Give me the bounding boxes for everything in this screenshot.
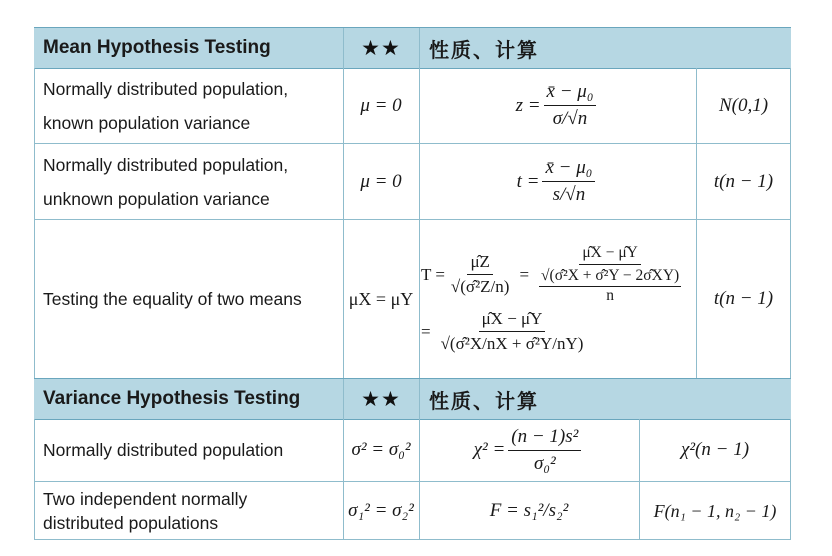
- table-row: [34, 68, 791, 143]
- mean-section-header: [34, 27, 791, 69]
- properties-label: 性质、计算: [429, 388, 539, 413]
- test-statistic: T = $\frac{\mûZ}{\text{√(σ̂²Z/n)}}$ = μ̂X − μ̂Y √(σ̂²X + σ̂²Y − 2σ̂XY) n = $\frac{\mûX - \mûY}{\text{√(σ̂²X/nX + σ̂²Y/nY)}}$: [421, 244, 680, 353]
- test-statistic: χ² = $\frac{\text{(n − 1)s²}}{\text{σ₀²}}$: [419, 419, 639, 481]
- row-description: Two independent normally: [43, 489, 248, 509]
- table-row: [34, 144, 791, 219]
- test-statistic: t = $\frac{\text{x̄ − μ₀}}{s/√n}$: [419, 144, 696, 219]
- variance-section-title: Variance Hypothesis Testing: [43, 388, 301, 409]
- row-description: Testing the equality of two means: [43, 289, 302, 309]
- table-row: [34, 220, 791, 378]
- mean-section-title: Mean Hypothesis Testing: [43, 37, 271, 58]
- null-hypothesis: σ² = σ₀²: [351, 439, 411, 460]
- sampling-distribution: χ²(n − 1): [680, 439, 750, 460]
- test-statistic: z = $\frac{\text{x̄ − μ₀}}{\sigma/√n}$: [419, 68, 696, 143]
- sampling-distribution: F(n₁ − 1, n₂ − 1): [653, 500, 777, 521]
- row-description: Normally distributed population: [43, 440, 284, 460]
- null-hypothesis: σ₁² = σ₂²: [348, 500, 414, 521]
- sampling-distribution: t(n − 1): [713, 170, 774, 192]
- null-hypothesis: μX = μY: [348, 288, 414, 309]
- difficulty-stars: ★★: [361, 36, 401, 60]
- properties-label: 性质、计算: [429, 37, 539, 62]
- null-hypothesis: μ = 0: [360, 170, 402, 192]
- table-row: [34, 419, 791, 481]
- sampling-distribution: t(n − 1): [713, 288, 774, 309]
- row-description: distributed populations: [43, 513, 219, 533]
- sampling-distribution: N(0,1): [718, 94, 769, 116]
- hypothesis-testing-table: [34, 27, 791, 540]
- row-description: known population variance: [43, 112, 251, 133]
- table-row: [34, 482, 791, 540]
- row-description: Normally distributed population,: [43, 78, 289, 99]
- row-description: Normally distributed population,: [43, 154, 289, 175]
- row-description: unknown population variance: [43, 188, 270, 209]
- null-hypothesis: μ = 0: [360, 94, 402, 116]
- test-statistic: F = s₁²/s₂²: [489, 500, 569, 521]
- variance-section-header: [34, 378, 791, 420]
- difficulty-stars: ★★: [361, 387, 401, 411]
